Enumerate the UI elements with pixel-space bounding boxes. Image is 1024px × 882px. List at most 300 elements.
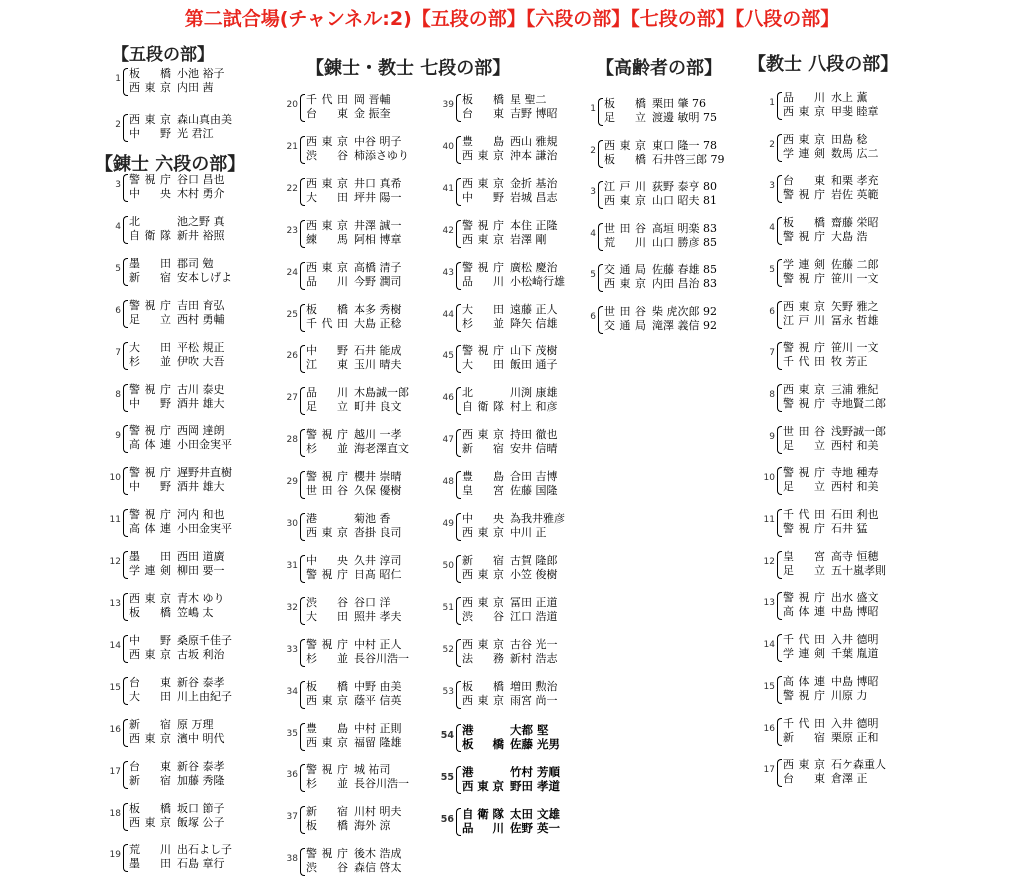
- competitor-name: 中村 正人: [354, 638, 402, 651]
- competitor-affiliation: 江東: [306, 358, 348, 371]
- competitor-red: [129, 843, 232, 857]
- competitor-white: [306, 736, 402, 750]
- competitor-name: 村上 和彦: [510, 400, 558, 413]
- competitor-name: 蔭平 信英: [354, 694, 402, 707]
- competitor-affiliation: 西東京: [462, 568, 504, 581]
- competitor-name: 小笠 俊樹: [510, 568, 558, 581]
- bracket-brace: [123, 68, 128, 96]
- bracket-brace: [598, 306, 603, 334]
- match-number: 33: [286, 645, 298, 655]
- competitor-red: [783, 425, 886, 439]
- competitor-red: [306, 93, 391, 107]
- competitor-red: [462, 135, 558, 149]
- bracket-brace: [300, 429, 305, 457]
- competitor-white: [462, 107, 558, 121]
- match-entry: [436, 427, 596, 457]
- competitor-affiliation: 墨田: [129, 550, 171, 563]
- competitor-red: [783, 633, 879, 647]
- competitor-red: [783, 341, 879, 355]
- competitor-red: [306, 344, 402, 358]
- competitor-affiliation: 墨田: [129, 857, 171, 870]
- match-entry: [103, 675, 263, 705]
- competitor-name: 小松崎行雄: [510, 275, 565, 288]
- match-number: 19: [109, 850, 121, 860]
- competitor-name: 酒井 雄大: [177, 480, 225, 493]
- competitor-affiliation: 西東京: [783, 105, 825, 118]
- competitor-red: [129, 466, 232, 480]
- match-entry: [757, 173, 917, 203]
- competitor-name: 長谷川浩一: [354, 777, 409, 790]
- competitor-name: 中島 博昭: [831, 605, 879, 618]
- match-entry: [436, 92, 596, 122]
- competitor-affiliation: 荒川: [604, 236, 646, 249]
- competitor-name: 遅野井直樹: [177, 466, 232, 479]
- competitor-affiliation: 警視庁: [306, 470, 348, 483]
- bracket-brace: [598, 140, 603, 168]
- match-number: 14: [763, 640, 775, 650]
- competitor-name: 玉川 晴夫: [354, 358, 402, 371]
- bracket-brace: [456, 178, 461, 206]
- match-entry: [436, 679, 596, 709]
- competitor-name: 岩佐 英範: [831, 188, 879, 201]
- competitor-name: 原 万理: [177, 718, 214, 731]
- competitor-affiliation: 世田谷: [604, 222, 646, 235]
- bracket-brace: [300, 136, 305, 164]
- competitor-affiliation: 警視庁: [783, 689, 825, 702]
- competitor-name: 酒井 雄大: [177, 397, 225, 410]
- competitor-name: 後木 浩成: [354, 847, 402, 860]
- competitor-name: 冨永 哲雄: [831, 314, 879, 327]
- competitor-white: [783, 439, 879, 453]
- match-number: 26: [286, 351, 298, 361]
- competitor-affiliation: 西東京: [306, 261, 348, 274]
- competitor-name: 川村 明夫: [354, 805, 402, 818]
- competitor-white: [462, 233, 547, 247]
- competitor-affiliation: 警視庁: [783, 341, 825, 354]
- competitor-affiliation: 杉並: [306, 652, 348, 665]
- competitor-name: 西岡 達朗: [177, 424, 225, 437]
- bracket-brace: [777, 301, 782, 329]
- match-number: 42: [442, 226, 454, 236]
- competitor-affiliation: 警視庁: [306, 428, 348, 441]
- competitor-affiliation: 品川: [462, 821, 504, 835]
- competitor-affiliation: 新宿: [129, 718, 171, 731]
- competitor-white: [462, 275, 565, 289]
- match-number: 30: [286, 519, 298, 529]
- competitor-name: 甲斐 睦章: [831, 105, 879, 118]
- competitor-affiliation: 皇宮: [462, 484, 504, 497]
- competitor-name: 大島 浩: [831, 230, 868, 243]
- match-number: 40: [442, 142, 454, 152]
- competitor-affiliation: 板橋: [306, 303, 348, 316]
- competitor-name: 水上 薫: [831, 91, 868, 104]
- competitor-affiliation: 高体連: [783, 605, 825, 618]
- competitor-red: [129, 508, 225, 522]
- competitor-white: [306, 275, 402, 289]
- competitor-red: [129, 341, 225, 355]
- match-number: 32: [286, 603, 298, 613]
- competitor-affiliation: 西東京: [129, 113, 171, 126]
- match-number: 22: [286, 184, 298, 194]
- competitor-name: 西村 勇輔: [177, 313, 225, 326]
- competitor-name: 平松 規正: [177, 341, 225, 354]
- competitor-white: [306, 568, 402, 582]
- match-entry: [103, 298, 263, 328]
- competitor-affiliation: 品川: [462, 275, 504, 288]
- competitor-name: 沓掛 良司: [354, 526, 402, 539]
- competitor-affiliation: 警視庁: [783, 397, 825, 410]
- competitor-name: 持田 徹也: [510, 428, 558, 441]
- match-entry: [436, 553, 596, 583]
- match-number: 23: [286, 226, 298, 236]
- competitor-affiliation: 墨田: [129, 257, 171, 270]
- bracket-brace: [777, 134, 782, 162]
- competitor-white: [129, 81, 214, 95]
- competitor-affiliation: 皇宮: [783, 550, 825, 563]
- competitor-affiliation: 中央: [129, 187, 171, 200]
- competitor-affiliation: 台東: [129, 760, 171, 773]
- competitor-name: 齋藤 栄昭: [831, 216, 879, 229]
- competitor-white: [129, 313, 225, 327]
- bracket-brace: [777, 259, 782, 287]
- competitor-affiliation: 豊島: [462, 135, 504, 148]
- competitor-affiliation: 新宿: [462, 554, 504, 567]
- competitor-affiliation: 学連剣: [783, 647, 825, 660]
- match-entry: [280, 804, 440, 834]
- competitor-red: [783, 550, 879, 564]
- competitor-white: [306, 233, 402, 247]
- bracket-brace: [456, 471, 461, 499]
- competitor-red: [462, 638, 558, 652]
- competitor-name: 大島 正稔: [354, 317, 402, 330]
- match-number: 16: [109, 725, 121, 735]
- match-number: 5: [115, 264, 121, 274]
- competitor-white: [462, 400, 558, 414]
- match-number: 51: [442, 603, 454, 613]
- competitor-name: 木島誠一郎: [354, 386, 409, 399]
- competitor-red: [129, 760, 225, 774]
- competitor-affiliation: 自衛隊: [462, 400, 504, 413]
- bracket-brace: [123, 467, 128, 495]
- bracket-brace: [300, 639, 305, 667]
- match-entry: [436, 595, 596, 625]
- competitor-name: 池之野 真: [177, 215, 225, 228]
- competitor-name: 山口 昭夫 81: [652, 194, 717, 207]
- competitor-affiliation: 西東京: [462, 233, 504, 246]
- competitor-affiliation: 西東京: [604, 194, 646, 207]
- competitor-affiliation: 西東京: [462, 596, 504, 609]
- competitor-affiliation: 中野: [129, 127, 171, 140]
- competitor-affiliation: 足立: [306, 400, 348, 413]
- competitor-affiliation: 警視庁: [306, 638, 348, 651]
- header-godan: 【五段の部】: [112, 45, 214, 65]
- competitor-white: [129, 857, 225, 871]
- bracket-brace: [456, 681, 461, 709]
- competitor-name: 井口 真希: [354, 177, 402, 190]
- match-entry: [578, 262, 738, 292]
- competitor-affiliation: 江戸川: [604, 180, 646, 193]
- competitor-affiliation: 法務: [462, 652, 504, 665]
- competitor-affiliation: 中央: [462, 512, 504, 525]
- competitor-affiliation: 足立: [604, 111, 646, 124]
- match-entry: [757, 132, 917, 162]
- competitor-white: [462, 442, 558, 456]
- competitor-red: [129, 67, 225, 81]
- bracket-brace: [456, 724, 461, 752]
- match-number: 1: [769, 98, 775, 108]
- bracket-brace: [300, 764, 305, 792]
- competitor-red: [462, 344, 558, 358]
- competitor-white: [129, 438, 232, 452]
- competitor-red: [604, 97, 706, 111]
- competitor-affiliation: 台東: [129, 676, 171, 689]
- competitor-affiliation: 警視庁: [783, 272, 825, 285]
- competitor-affiliation: 警視庁: [129, 424, 171, 437]
- competitor-red: [129, 173, 225, 187]
- match-entry: [436, 469, 596, 499]
- competitor-affiliation: 港: [462, 723, 474, 737]
- competitor-name: 柿添さゆり: [354, 149, 409, 162]
- competitor-name: 中島 博昭: [831, 675, 879, 688]
- match-number: 36: [286, 770, 298, 780]
- competitor-affiliation: 警視庁: [306, 847, 348, 860]
- competitor-name: 佐藤 光男: [510, 737, 561, 751]
- competitor-affiliation: 新宿: [462, 442, 504, 455]
- match-entry: [280, 595, 440, 625]
- competitor-red: [129, 383, 225, 397]
- match-entry: [280, 511, 440, 541]
- bracket-brace: [123, 844, 128, 872]
- competitor-name: 岡 晋輔: [354, 93, 391, 106]
- match-number: 6: [115, 306, 121, 316]
- match-entry: [280, 385, 440, 415]
- competitor-white: [604, 194, 717, 208]
- bracket-brace: [456, 94, 461, 122]
- competitor-name: 大都 堅: [510, 723, 549, 737]
- competitor-affiliation: 豊島: [462, 470, 504, 483]
- competitor-name: 古坂 利治: [177, 648, 225, 661]
- competitor-affiliation: 西東京: [783, 300, 825, 313]
- competitor-affiliation: 北: [129, 215, 140, 228]
- competitor-name: 安本しげよ: [177, 271, 232, 284]
- competitor-affiliation: 千代田: [306, 317, 348, 330]
- match-number: 17: [109, 767, 121, 777]
- competitor-affiliation: 西東京: [129, 592, 171, 605]
- competitor-red: [129, 113, 232, 127]
- competitor-affiliation: 警視庁: [462, 219, 504, 232]
- competitor-affiliation: 新宿: [129, 271, 171, 284]
- match-number: 47: [442, 435, 454, 445]
- match-number: 37: [286, 812, 298, 822]
- competitor-affiliation: 高体連: [783, 675, 825, 688]
- match-number: 8: [769, 390, 775, 400]
- competitor-affiliation: 千代田: [306, 93, 348, 106]
- competitor-affiliation: 新宿: [129, 774, 171, 787]
- competitor-affiliation: 西東京: [783, 758, 825, 771]
- competitor-affiliation: 板橋: [129, 67, 171, 80]
- competitor-red: [306, 219, 402, 233]
- competitor-name: 千葉 胤道: [831, 647, 879, 660]
- bracket-brace: [123, 677, 128, 705]
- match-number: 5: [769, 265, 775, 275]
- competitor-white: [306, 484, 402, 498]
- competitor-affiliation: 西東京: [306, 135, 348, 148]
- competitor-white: [783, 147, 879, 161]
- bracket-brace: [456, 513, 461, 541]
- competitor-name: 石田 利也: [831, 508, 879, 521]
- competitor-white: [604, 111, 717, 125]
- bracket-brace: [456, 387, 461, 415]
- match-entry: [280, 343, 440, 373]
- match-number: 13: [109, 599, 121, 609]
- competitor-name: 出石よし子: [177, 843, 232, 856]
- competitor-name: 安井 信晴: [510, 442, 558, 455]
- competitor-affiliation: 警視庁: [783, 591, 825, 604]
- competitor-white: [306, 107, 391, 121]
- match-entry: [280, 260, 440, 290]
- bracket-brace: [300, 220, 305, 248]
- match-number: 9: [769, 432, 775, 442]
- competitor-name: 古賀 隆郎: [510, 554, 558, 567]
- competitor-white: [783, 272, 879, 286]
- competitor-affiliation: 中野: [462, 191, 504, 204]
- competitor-affiliation: 西東京: [462, 779, 504, 793]
- match-entry: [103, 382, 263, 412]
- competitor-white: [462, 484, 558, 498]
- competitor-name: 川上由紀子: [177, 690, 232, 703]
- competitor-name: 坂口 節子: [177, 802, 225, 815]
- competitor-white: [783, 689, 868, 703]
- bracket-brace: [300, 848, 305, 876]
- competitor-name: 笹川 一文: [831, 341, 879, 354]
- competitor-name: 佐藤 春雄 85: [652, 263, 717, 276]
- match-entry: [103, 66, 263, 96]
- competitor-red: [306, 763, 391, 777]
- match-number: 11: [763, 515, 775, 525]
- competitor-red: [604, 222, 717, 236]
- competitor-affiliation: 板橋: [462, 93, 504, 106]
- bracket-brace: [456, 808, 461, 836]
- match-entry: [436, 218, 596, 248]
- match-number: 46: [442, 393, 454, 403]
- competitor-affiliation: 台東: [783, 772, 825, 785]
- bracket-brace: [456, 304, 461, 332]
- bracket-brace: [777, 92, 782, 120]
- competitor-affiliation: 台東: [783, 174, 825, 187]
- competitor-name: 五十嵐孝則: [831, 564, 886, 577]
- competitor-name: 西田 道廣: [177, 550, 225, 563]
- competitor-name: 笹川 一文: [831, 272, 879, 285]
- match-entry: [103, 112, 263, 142]
- bracket-brace: [123, 551, 128, 579]
- competitor-white: [129, 397, 225, 411]
- competitor-red: [462, 386, 558, 400]
- match-entry: [103, 507, 263, 537]
- competitor-affiliation: 警視庁: [129, 173, 171, 186]
- competitor-name: 河内 和也: [177, 508, 225, 521]
- match-entry: [578, 221, 738, 251]
- competitor-name: 三浦 雅紀: [831, 383, 879, 396]
- competitor-white: [129, 522, 232, 536]
- competitor-name: 新谷 泰孝: [177, 676, 225, 689]
- match-entry: [280, 762, 440, 792]
- competitor-red: [129, 299, 225, 313]
- competitor-affiliation: 警視庁: [783, 188, 825, 201]
- bracket-brace: [598, 264, 603, 292]
- competitor-red: [306, 386, 409, 400]
- competitor-white: [783, 397, 886, 411]
- competitor-name: 町井 良文: [354, 400, 402, 413]
- match-number: 15: [109, 683, 121, 693]
- competitor-name: 久保 優樹: [354, 484, 402, 497]
- competitor-name: 荻野 泰亨 80: [652, 180, 717, 193]
- match-number: 21: [286, 142, 298, 152]
- match-number: 5: [590, 270, 596, 280]
- competitor-red: [462, 93, 547, 107]
- competitor-name: 吉田 育弘: [177, 299, 225, 312]
- competitor-name: 川原 力: [831, 689, 868, 702]
- competitor-white: [604, 277, 717, 291]
- competitor-name: 海外 涼: [354, 819, 391, 832]
- competitor-affiliation: 中央: [306, 554, 348, 567]
- competitor-affiliation: 西東京: [462, 638, 504, 651]
- match-entry: [578, 304, 738, 334]
- match-number: 10: [763, 473, 775, 483]
- competitor-red: [783, 717, 879, 731]
- match-entry: [280, 679, 440, 709]
- competitor-name: 佐藤 国隆: [510, 484, 558, 497]
- bracket-brace: [777, 217, 782, 245]
- match-number: 4: [590, 229, 596, 239]
- competitor-affiliation: 品川: [306, 275, 348, 288]
- match-entry: [103, 214, 263, 244]
- competitor-affiliation: 西東京: [462, 428, 504, 441]
- match-entry: [103, 549, 263, 579]
- competitor-name: 石井啓三郎 79: [652, 153, 725, 166]
- competitor-white: [462, 652, 558, 666]
- match-entry: [436, 302, 596, 332]
- competitor-red: [462, 261, 558, 275]
- competitor-red: [306, 512, 391, 526]
- competitor-white: [783, 230, 868, 244]
- competitor-white: [783, 480, 879, 494]
- competitor-red: [783, 383, 879, 397]
- competitor-affiliation: 交通局: [604, 263, 646, 276]
- competitor-white: [462, 821, 560, 835]
- competitor-name: 坪井 陽一: [354, 191, 402, 204]
- competitor-name: 中村 正則: [354, 722, 402, 735]
- competitor-white: [129, 187, 225, 201]
- match-entry: [436, 511, 596, 541]
- match-entry: [757, 424, 917, 454]
- bracket-brace: [456, 766, 461, 794]
- competitor-affiliation: 警視庁: [462, 261, 504, 274]
- competitor-name: 小田金実平: [177, 522, 232, 535]
- match-entry: [280, 92, 440, 122]
- bracket-brace: [456, 262, 461, 290]
- competitor-name: 星 聖二: [510, 93, 547, 106]
- bracket-brace: [456, 220, 461, 248]
- competitor-affiliation: 足立: [783, 480, 825, 493]
- competitor-name: 森信 啓太: [354, 861, 402, 874]
- bracket-brace: [123, 342, 128, 370]
- competitor-affiliation: 荒川: [129, 843, 171, 856]
- match-number: 2: [769, 140, 775, 150]
- competitor-name: 金折 基治: [510, 177, 558, 190]
- competitor-white: [783, 314, 879, 328]
- competitor-white: [129, 690, 232, 704]
- competitor-red: [462, 303, 558, 317]
